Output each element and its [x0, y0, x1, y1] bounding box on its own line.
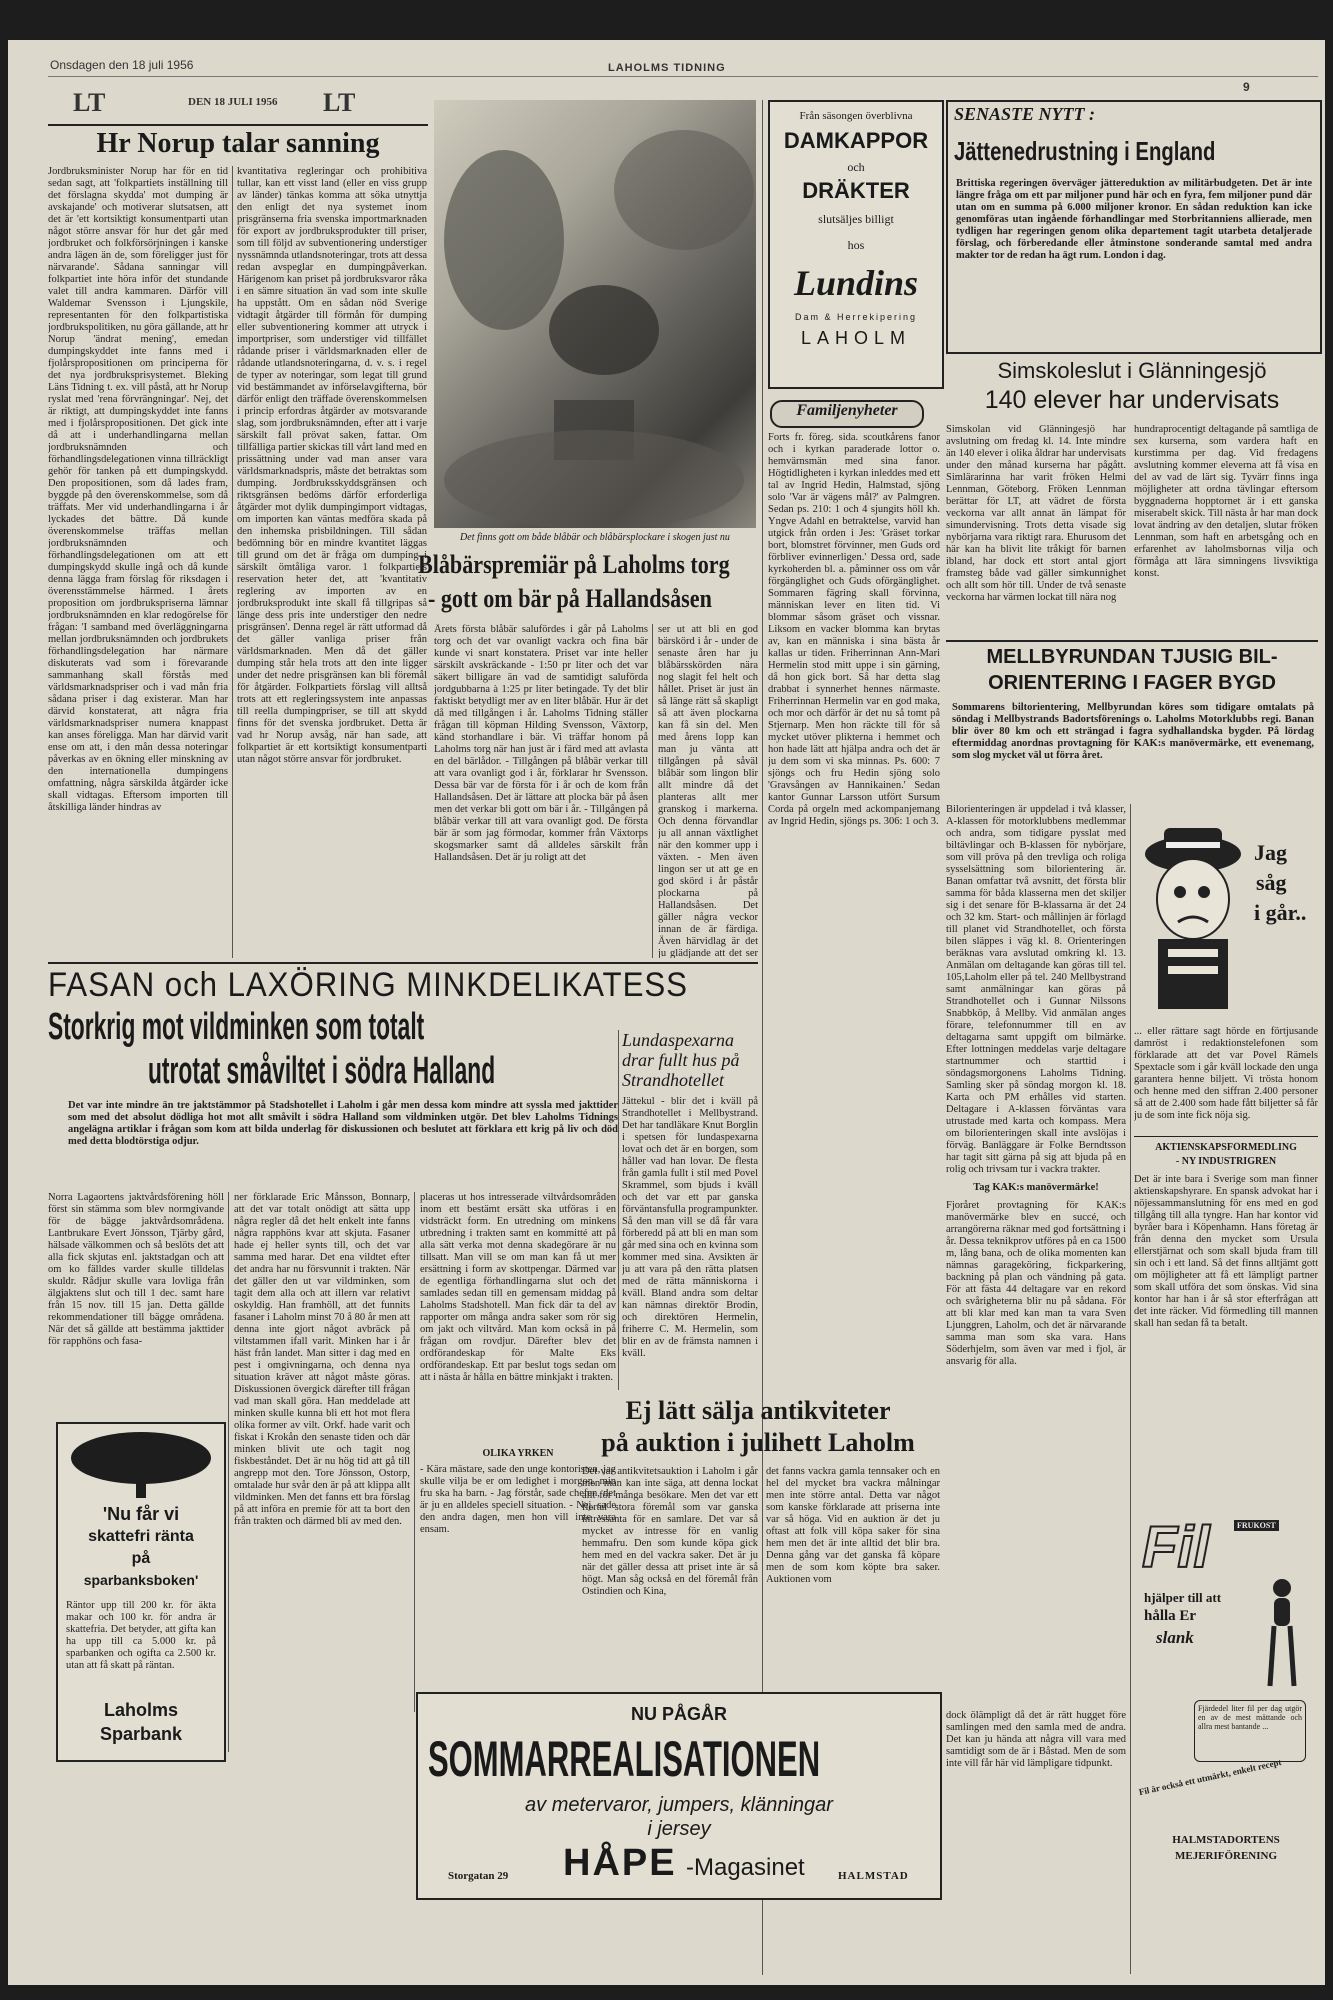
- lt-logo-left: LT: [73, 88, 106, 117]
- mellby-sub: Tag KAK:s manövermärke!: [973, 1182, 1099, 1193]
- senaste-text-box: [956, 178, 1312, 346]
- blabar-title-2: - gott om bär på Hallandsåsen: [428, 584, 712, 613]
- senaste-headline: Jättenedrustning i England: [954, 136, 1216, 166]
- fasan-text-1: Norra Lagaortens jaktvårdsförening höll först sin stämma som blev normgivande för de bägge jaktvårdsområdena. Lantbrukare Evert Jönsson, Tjärby gård, hälsade välkommen och så beslöts det att alla fick skjutas enl. jaktstadgan och att om ko fälldes varder skulle tilldelas skuldr. Rådjur skulle vara lovliga från älgjaktens slut och till 1 dec. samt hare från 15 nov. till 15 jan. Detta gällde rekommendationer till bägge områdena. När det så gällde att bestämma jakttider för rapphöns och fasa-: [48, 1192, 224, 1347]
- simskola-col-1: [946, 424, 1126, 638]
- blabar-col-1: [434, 624, 648, 958]
- section-rule: [48, 962, 758, 964]
- norup-title-box: [48, 128, 428, 162]
- page-number: 9: [1243, 80, 1250, 94]
- ad-lundins-sub: Dam & Herrekipering: [794, 312, 918, 322]
- olika-title: OLIKA YRKEN: [482, 1448, 554, 1459]
- ad-sparbank-text: Räntor upp till 200 kr. för äkta makar och 100 kr. för andra är skattefria. Det betyder, att gifta kan ha upp till ca 5.000 kr. på sparbanken och ogifta ca 2.500 kr. utan att få skatt på räntan.: [66, 1600, 216, 1671]
- jag-sag-l3: i går..: [1254, 900, 1307, 925]
- photo-caption: Det finns gott om både blåbär och blåbärsplockare i skogen just nu: [460, 532, 730, 543]
- lt-logo-right: LT: [323, 88, 356, 117]
- ad-fil-l2: hålla Er: [1144, 1608, 1197, 1624]
- aktie-text: Det är inte bara i Sverige som man finner aktienskapshyrare. En spansk advokat har i nöjessammanslutning för ens med en god tillgång till alla tyngre. Han har kontor vid byråer bara i Köpenhamn. Hans företag är från denna den mycket som Ursula ellerstjärnat och som skall bjuda fram till sin och i ett land. Så det finns alltjämt gott om möjligheter att få ett lämpligt partner som skall utföra det som önskas. Vid sina kontor har han i år så stor efterfrågan att det inte räcker. Vid förmedling till mannen skall han sedan få ta betalt.: [1134, 1174, 1318, 1329]
- lt-rule: [48, 124, 428, 126]
- col-divider: [414, 1192, 415, 1712]
- ad-sparbank-l4: sparbanksboken': [83, 1572, 199, 1588]
- ad-sparbank-sign2: Sparbank: [99, 1724, 183, 1744]
- ad-sparbank: [56, 1422, 226, 1762]
- ad-hape-brand: HÅPE: [563, 1842, 677, 1884]
- ad-hape-addr: Storgatan 29: [448, 1870, 509, 1882]
- lunda-t2: drar fullt hus på: [622, 1050, 740, 1070]
- fasan-h2: utrotat småviltet i södra Halland: [148, 1050, 496, 1092]
- ad-lundins-l3: slutsäljes billigt: [818, 212, 894, 226]
- fasan-col-1: [48, 1192, 224, 1414]
- ad-hape-top: NU PÅGÅR: [630, 1704, 727, 1724]
- jag-sag-box: [1134, 804, 1318, 1020]
- ad-lundins-hos: hos: [847, 238, 865, 252]
- section-rule: [946, 640, 1318, 642]
- ad-sparbank-l1: 'Nu får vi: [102, 1504, 180, 1524]
- blabar-h1-box: [418, 550, 758, 586]
- mellby-lede: Sommarens biltorientering, Mellbyrundan köres som tidigare omtalats på söndag i Mellbystrands Badortsförenings o. Laholms Motorklubbs regi. Banan blir över 80 km och ett strängad i fagra sydhallandska bygder. På lördag eftermiddag anordnas provtagning för KAK:s manövermärke, ett evenemang, som slog mycket väl ut förra året.: [952, 702, 1314, 761]
- paper-name: LAHOLMS TIDNING: [608, 62, 726, 74]
- simskola-text-1: Simskolan vid Glänningesjö har avslutning om fredag kl. 14. Inte mindre än 140 elever i olika åldrar har undervisats under den månad kurserna har pågått. Simlärarinna har varit fröken Helmi Lennman, Göteborg. Fröken Lennman berättar för LT, att vädret de första veckorna var allt annat än lämpat för simundervisning. Trots detta visade sig nybörjarna vara riktigt rara. Ehurusom det här kan ha blivit lite tråkigt för barnen ibland, har dock ett stort antal gjort framsteg både vad gäller simkunnighet och allt som hör till. Under de två senaste veckorna har värmen lockat till nära nog: [946, 424, 1126, 603]
- dateline: Onsdagen den 18 juli 1956: [50, 58, 194, 72]
- mellby-tail: dock ölämpligt då det är rätt hugget före samlingen med den samla med de andra. Det kan ju hända att några vill vara med samtidigt som de är i Båstad. Men de som inte vill får här vid lämpligare tidpunkt.: [946, 1710, 1126, 1769]
- senaste-box: [946, 100, 1322, 354]
- familj-col: [768, 432, 940, 958]
- ad-hape-brand2: -Magasinet: [686, 1854, 805, 1881]
- ad-sparbank-text-box: [66, 1600, 216, 1688]
- aktie-h2: - NY INDUSTRIGREN: [1175, 1156, 1277, 1167]
- ad-hape-sub2: i jersey: [647, 1818, 711, 1840]
- tree-icon: [66, 1430, 216, 1500]
- blabar-text-2: ser ut att bli en god bärskörd i år - under de senaste åren har ju blåbärsskörden nära nog slagit fel helt och hållet. Priset är just än så länge rätt så skapligt så att även plockarna kan få sin del. Men med årens lopp kan man ju vänta att tillgången på såväl blåbär som lingon blir allt mindre då det planteras allt mer granskog i markerna. Och denna förvandlar ju all annan växtlighet när den kommer upp i växten. - Men även lingon ser ut att ge en god skörd i år påstår plockarna på Hallandsåsen. Det gäller några veckor innan de är färdiga. Även härvidlag är det ju glädjande att det ser: [658, 624, 758, 958]
- fasan-text-2: ner förklarade Eric Månsson, Bonnarp, att det var totalt onödigt att sätta upp några regler då det helt enkelt inte fanns några rapphöns kvar att skjuta. Fasaner hade ej heller synts till, och det var samma med harar. Det ena vildtet efter det andra har nu försvunnit i trakten. När det gäller den ut var vildminken, som tagit dem alla och att illern var relativt oskyldig. Han framhöll, att det funnits fasaner i Laholm minst 70 å 80 år men att denna inte gjort något avbräck på viltstammen ifall varit. Minken har i år häst från landet. Man sitter i dag med en pest i omgivningarna, och denna nya situation kräver att något måste göras. Diskussionen övergick därefter till frågan vad man skall göra. Han meddelade att minken skulle kunna bli ett hot mot flera olika former av vilt. Orkf. hade varit och fiskat i Krokån den senaste tiden och där minken blivit ute och tagit nog fiskbeståndet. Det är nu hög tid att gå till angrepp mot den. Tore Jönsson, Ostorp, omtalade hur svår den är på att klippa allt vildminken. Men det fanns ett bra förslag på att införa en premie för att ta bort den från trakten och därmed bli av med den.: [234, 1192, 410, 1527]
- fasan-h1-box: [48, 1006, 608, 1052]
- col-divider: [1130, 804, 1131, 1974]
- ad-hape-sub1: av metervaror, jumpers, klänningar: [525, 1794, 833, 1816]
- lunda-text: Jättekul - blir det i kväll på Strandhotellet i Mellbystrand. Det har tandläkare Knut Borglin i spetsen för lundaspexarna lovat och det är en borgen, som håller vad han lovar. De flesta från gamla fullt i stil med Povel Skrammel, som bjuds i kväll och det var ett par ganska förväntansfulla programpunkter. Så den man vill se då får vara förberedd på att bli en man som går med sina och en kvinna som kommer med sina. Avsikten är ju att vara på den rätta platsen med de rätta människorna i kväll. Bland andra som deltar kan nämnas direktör Brodin, och direktören Hermelin, friherre C. M. Hermelin, som blir en av de främsta namnen i kväll.: [622, 1096, 758, 1359]
- ad-hape-city: HALMSTAD: [838, 1870, 909, 1882]
- ad-fil-sign2: MEJERIFÖRENING: [1174, 1850, 1278, 1862]
- col-divider: [232, 166, 233, 958]
- antik-text-1: Det var antikvitetsauktion i Laholm i går men man kan inte säga, att denna lockat allt för många besökare. Men det var ett flertal stora föremål som var ganska intressanta för en samlare. Det var så mycket av intresse för en vanlig hemmafru. Den som kunde köpa gick hem med en del vackra saker. Det är ju när det gäller dessa att priset inte är så högt. Man såg också en del föremål från Ostindien och Kina,: [582, 1466, 758, 1597]
- lunda-t3: Strandhotellet: [622, 1070, 724, 1090]
- simskola-text-2: hundraprocentigt deltagande på samtliga de sex kurserna, som vardera haft en kurstimma per dag. Vid fredagens avslutning kommer eleverna att få visa en del av vad de lärt sig. Tyvärr finns inga möjligheter att ordna tävlingar eftersom byggnaderna hopptornet är i ett ganska miserabelt skick. Till nästa år har man dock lovat ändring av den detaljen, slutar fröken Lennman, som haft en arbetsgång och en erfarenhet av laholmsbornas vilja och förmåga att lära simningens livsviktiga konst.: [1134, 424, 1318, 579]
- simskola-col-2: [1134, 424, 1318, 638]
- aktie-h1: AKTIENSKAPSFÖRMEDLING: [1155, 1142, 1297, 1153]
- photo-illustration: [434, 100, 756, 528]
- fasan-banner-box: [48, 966, 788, 1006]
- simskola-h2: 140 elever har undervisats: [984, 386, 1280, 414]
- senaste-headline-box: [954, 136, 1314, 170]
- familj-text: Forts fr. föreg. sida. scoutkårens fanor och i kyrkan paraderade lottor o. hemvärnsmän med sina fanor. Högtidligheten i kyrkan inleddes med ett tal av Ingrid Hedin, Halmstad, sjöng solo 'Var är vägens mål?' av Palmgren. Sedan ps. 210: 1 och 4 sjungits höll kh. Yngve Adahl en betraktelse, varvid han utgick från orden i Jes: 'Gräset torkar bort, blomstret förvinner, men Guds ord förbliver evinnerligen.' Dessa ord, sade kyrkoherden bl. a. påminner oss om vår förgänglighet och Guds oförgänglighet. Sommaren fägring skall förvinna, människan lever en liten tid. Vi blommar såsom gräset och vissnar. Liksom en vacker blomma kan brytas av, kan en människa i sina bästa år kallas ur tiden. Friherrinnan Ann-Mari Hermelin stod mitt uppe i sin gärning, då hon gick bort. Så har detta slag drabbat i synnerhet hennes närmaste. Friherrinnan Hermelin var en god maka, och mor och därför är det nu så tomt på Stjernarp. Men hon räckte till för så mycket utöver plikterna i hemmet och hon hade lätt att hjälpa andra och det är ju dem som vi ska minnas. Ps. 600: 7 sjöngs och fru Hedin sjöng solo 'Gravsången av Hannikainen.' Sedan kantor Gunnar Larsson utfört Sursum Corda på orgeln med ackompanjemang av Ingrid Hedin, sjöngs ps. 306: 1 och 3.: [768, 432, 940, 827]
- blabar-h2-box: [428, 584, 758, 620]
- mellby-tail-box: [946, 1710, 1126, 1810]
- newspaper-page: [8, 40, 1325, 1985]
- senaste-label: SENASTE NYTT :: [954, 104, 1096, 124]
- blabar-text-1: Årets första blåbär salufördes i går på Laholms torg och det var ovanligt vackra och fina bär kunde vi snart konstatera. Priset var inte heller särskilt avskräckande - 1:50 pr liter och det var säkert billigare än vad de samtidigt saluförda jordgubbarna à 1:25 pr liter betingade. Ty det blir faktiskt betydligt mer av en liter blåbär. Hur är det då med tillgången i år. Laholms Tidning ställer frågan till köpman Hilding Svensson, Växtorp, känd storhandlare i bär. Vi träffar honom på Laholms torg när han just är i färd med att avlasta en del bärlådor. - Tillgången på blåbär verkar till att vara ovanligt god i år, förklarar hr Svensson. Dessa bär var de första för i år och de kom från Hallandsåsen. Det är lättare att plocka bär på åsen men det verkar bli gott om bär i år. - Tillgången på blåbär verkar till att vara ovanligt god. De första bär är som jag förmodar, kommer från Växtorps skogsmarker samt då alldeles särskilt från Hallandsåsen. Det är ju roligt att det: [434, 624, 648, 863]
- col-divider: [228, 1192, 229, 1752]
- jag-sag-text: ... eller rättare sagt hörde en förtjusande damröst i redaktionstelefonen som förklarade att det var Povel Rämels Spextacle som i går kväll lockade den unga garantera henne biljett. Vi trösta honom och henne med den siffran 2.400 personer så att de 2.400 som hade fått biljetter så får ju de som inte fick nöja sig.: [1134, 1026, 1318, 1121]
- woman-silhouette-icon: [1252, 1576, 1312, 1696]
- mellby-h1: MELLBYRUNDAN TJUSIG BIL-: [986, 646, 1278, 668]
- antik-col-1: [582, 1466, 758, 1676]
- antik-col-2: [766, 1466, 940, 1676]
- section-rule: [1134, 1136, 1318, 1137]
- lt-date: DEN 18 JULI 1956: [188, 96, 278, 108]
- fasan-lede: Det var inte mindre än tre jaktstämmor på Stadshotellet i Laholm i går men dessa kom mindre att syssla med jakttider som med det absolut dödliga hot mot allt småvilt i södra Halland som vildminken utgör. Det blev Laholms Tidnings angelägna artiklar i frågan som kom att bilda underlag för diskussionen och beslutet att förklara ett krig på liv och död med detta blodtörstiga odjur.: [68, 1100, 618, 1147]
- jag-sag-text-box: [1134, 1026, 1318, 1130]
- ad-hape-main-box: [428, 1730, 928, 1790]
- mellby-lede-box: [952, 702, 1314, 798]
- ad-sparbank-sign1: Laholms: [103, 1700, 178, 1720]
- col-divider: [618, 1030, 619, 1390]
- fasan-banner: FASAN och LAXÖRING MINKDELIKATESS: [48, 966, 688, 1004]
- mellby-text-1: Bilorienteringen är uppdelad i två klasser, A-klassen för motorklubbens medlemmar och andra, som tidigare pysslat med biltävlingar och B-klassen för nybörjare, som vill pröva på den trevliga och roliga sysselsättning som bilorientering är. Banan omfattar två avsnitt, det första blir samma för båda klasserna men det skiljer sig i det senare för B-klassarna är det 24 och 32 km. Start- och mållinjen är förlagd till planet vid Strandhotellet, och första bilen släppes i väg kl. 8. Orienteringen beräknas vara avslutad omkring kl. 13. Anmälan om deltagande kan göras till tel. 105,Laholm eller på tel. 240 Mellbystrand samt anmälningar kan göras på Strandhotellet och i Gunnar Nilssons Snabbköp, å Mellby. Vid anmälan anges förare, telefonnummer till en av deltagarna samt uppgift om bilmärke. Efter lottningen meddelas varje deltagare startnummer och starttid i söndagsmorgonens Laholms Tidning. Samling sker på söndag morgon kl. 18. Karta och PM erhålles vid starten. Deltagare i A-klassen förväntas vara utrustade med karta och kompass. Mera om bilorienteringen skall inte avslöjas i förväg. Banläggare är Folke Berndtsson har tagit sitt gärna på sig att bjuda på en rolig och trivsam tur i vackra trakter.: [946, 804, 1126, 1175]
- olika-text: - Kära mästare, sade den unge kontoristen, jag skulle vilja be er om ledighet i morgon, min fru ska ha barn. - Jag förstår, sade chefen, det är ju en alldeles speciell situation. - Nej, sade den andra dagen, men hon vill inte vara ensam.: [420, 1464, 616, 1535]
- ad-hape-main: SOMMARREALISATIONEN: [428, 1731, 821, 1787]
- ad-sparbank-l2: skattefri ränta: [88, 1528, 194, 1545]
- col-divider: [652, 624, 653, 958]
- blabar-title-1: Blåbärspremiär på Laholms torg: [418, 550, 730, 579]
- simskola-h1: Simskoleslut i Glänningesjö: [997, 358, 1267, 383]
- aktie-col: [1134, 1174, 1318, 1504]
- norup-title: Hr Norup talar sanning: [96, 128, 380, 159]
- ad-sparbank-l3: på: [131, 1550, 151, 1567]
- norup-col-2: [237, 166, 427, 958]
- lunda-col: [622, 1096, 758, 1388]
- ad-fil: [1134, 1510, 1318, 1880]
- antik-t2: på auktion i julihett Laholm: [601, 1428, 915, 1457]
- norup-text-2: kvantitativa regleringar och prohibitiva tullar, kan ett visst land (eller en viss grupp av länder) tänkas komma att söka utnyttja den enligt det nya systemet inom prisgränserna fria svenska importmarknaden för export av jordbruksprodukter till priser, som till följd av subventionering understiger nyssnämnda utlandsnoteringar, trots att dessa redan avspeglar en dumpingpåverkan. Härigenom kan priset på jordbruksvaror råka i en sämre situation än vad som inte skulle ha uppstått. Om en sådan nöd Sverige vidtagit åtgärder till förmån för dumping eller subventionering kommer att utryck i importpriser, som understiger vid tillfället rådande priser i världsmarknaden eller de rådande utlandsnoteringarna, d. v. s. i regel de typer av noteringar, som legat till grund vid bestämmandet av införselavgifterna, bör därför enligt den träffade överenskommelsen i princip erfordras åtgärder av motsvarande slag, som jordbruksnämnden, efter att i varje särskilt fall prövat saken, fattar. Om tillfälliga partier skickas till vårt land med en prissättning under vad man anser vara världsmarknadspris, måste det betraktas som dumping. Jordbruksskyddsgränsen och riktsgränsen bedöms därför erforderliga åtgärder mot dylik dumpingimport vidtagas, om importen kan väntas medföra skada på den inhemska prisbildningen. Till sådan bedömning bör en mindre kvantitet läggas till grund om det är fråga om dumping i särskilt ömtåliga varor. 1 folkpartiets reservation heter det, att 'kvantitativ reglering av importen av en jordbruksprodukt inte skall få tillgripas så länge dess pris inte understiger den nedre prisgränsen'. Denna regel är rätt utformad då det gäller vanliga priser från världsmarknaden. Men då det gäller dumping står hela trots att den inte ligger under det nedre prisgränsen kan bli föremål för åtgärder. Folkpartiets förslag vill alltså trots att ett regleringssystem inte anpassas till reella dumpingpriser, se till att skydd finns för det svenska jordbruket. Detta är vad hr Norup avsåg, när han sade, att folkpartiet är ett kortsiktigt konsumentparti utan något större ansvar för jordbruket.: [237, 166, 427, 765]
- fasan-lede-box: [68, 1100, 618, 1186]
- ad-hape: [416, 1692, 942, 1900]
- mellby-col-1: [946, 804, 1126, 1506]
- familj-banner: Familjenyheter: [770, 400, 924, 428]
- lunda-t1: Lundaspexarna: [622, 1030, 734, 1050]
- ad-lundins: [768, 100, 944, 389]
- ad-fil-brand: Fil: [1142, 1515, 1210, 1580]
- ad-fil-box: Fjärdedel liter fil per dag utgör en av de mest mättande och allra mest bantande ...: [1198, 1704, 1302, 1731]
- senaste-text: Brittiska regeringen överväger jättereduktion av militärbudgeten. Det är inte längre fråga om ett par miljoner pund här och en fyra, fem miljoner pund där utan om en summa på 6.000 miljoner kronor. En sådan reduktion kan icke genomföras utan ingående förhandlingar med Storbritanniens allierade, men tydligen har regeringen genom olika departement tagit utarbeta detaljerade förslag, och förberedande eller åtminstone sonderande samtal med andra makter tor de redan ha ägt rum. London i dag.: [956, 178, 1312, 261]
- ad-lundins-l1: DAMKAPPOR: [783, 128, 929, 153]
- ad-fil-box-frame: [1194, 1700, 1306, 1762]
- ad-fil-cta: Fil är också ett utmärkt, enkelt recept: [1137, 1757, 1283, 1798]
- ad-lundins-top: Från säsongen överblivna: [799, 110, 913, 122]
- fasan-text-3: placeras ut hos intresserade viltvårdsområden inom ett bestämt ersätt ska utföras i en vidsträckt form. En utredning om minkens utbredning i trakten samt en kommitté att på alla sätt verka mot denna skadegörare är nu tillsatt. Man vill se om man kan få ut mer ersättning i form av skottpengar. Därmed var de egentliga förhandlingarna slut och det samlades sedan till en gemensam middag på Laholms Stadshotell. Man fick där ta del av rapporter om många andra saker som rör sig om jakt och viltvård. Man kom också in på frågan om rovdjur. Därefter blev det ordförandeskap för Malte Eks ordförandeskap. Ett par beslut togs sedan om att i nästa år hålla en bättre minkjakt i trakten.: [420, 1192, 616, 1383]
- blabar-col-2: [658, 624, 758, 958]
- blueberry-photo: [434, 100, 756, 528]
- ad-lundins-brand: Lundins: [793, 263, 919, 303]
- man-hat-icon: [1138, 814, 1248, 1014]
- fasan-h1: Storkrig mot vildminken som totalt: [48, 1006, 425, 1048]
- norup-col-1: [48, 166, 228, 958]
- ad-lundins-och: och: [847, 160, 865, 174]
- antik-t1: Ej lätt sälja antikviteter: [625, 1396, 891, 1425]
- antik-text-2: det fanns vackra gamla tennsaker och en hel del mycket bra vackra målningar men inte större antal. Detta var något som kanske förklarade att priserna inte var så höga. Vid en auktion är det ju oftast att folk vill köpa saker för sina hem men det är inte alltid det blir bra. Denna gång var det ganska få köpare men de som kom köpte bra saker. Auktionen vom: [766, 1466, 940, 1585]
- header-rule: [48, 76, 1318, 77]
- ad-fil-sub: FRUKOST: [1234, 1520, 1279, 1531]
- ad-fil-sign1: HALMSTADORTENS: [1172, 1834, 1280, 1846]
- ad-lundins-town: LAHOLM: [800, 328, 912, 348]
- fasan-col-2: [234, 1192, 410, 1762]
- mellby-h2: ORIENTERING I FAGER BYGD: [988, 672, 1276, 694]
- jag-sag-l2: såg: [1256, 870, 1287, 895]
- norup-text-1: Jordbruksminister Norup har för en tid sedan sagt, att 'folkpartiets inställning till det förslagna skydda' mot dumping är avskajande' och motiverar slutsatsen, att det är 'ett kortsiktigt konsumentparti utan något större ansvar för hur det går med jordbruket och folkförsörjningen i kanske andra lägen än de, som föreligger just för närvarande'. Sådana sanningar vill folkpartiet inte höra inför det stundande valet till andra kammaren. Därför vill Waldemar Svensson i Ljungskile, representanten för den folkpartistiska jordbrukspolitiken, nu göra gällande, att hr Norup 'ändrat mening', emedan dumpingskyddet inte fanns med i fjolårspropositionen om principerna för det nya jordbruksprisystemet. Bleking Läns Tidning t. ex. vill påstå, att hr Norup ryslat med 'rena förvrängningar'. Nej, det är riktigt, att dumpingskyddet inte fanns med i fjolårspropositionen. Det gick inte då att i underhandlingarna mellan jordbruksnämnden och förhandlingsdelegationen vinna tillräckligt gehör för tanken på ett dumpingskydd. Den propositionen, som då lades fram, byggde på den överenskommelse, som då träffats. Mer vid underhandlingarna i år lyckades det bättre. Då kunde överenskommelse träffas mellan jordbruksnämnden och förhandlingsdelegationen om att ett dumpingskydd skulle ingå och då kunde denna lägga fram förslag för riksdagen i överensstämmelse härmed. I årets proposition om jordbrukspriserna lämnar jordbruksnämnden en klar redogörelse för frågan: 'I samband med överläggningarna mellan jordbruksnämnden och jordbrukets förhandlingsdelegation har närmare diskuterats vad som i förevarande sammanhang skall förstås med världsmarknadspriser och i vad mån fria sådana priser i dag existerar. Man har därvid konstaterat, att några fria världsmarknadspriser numera knappast kan anses föreligga. Man har därvid varit ense om att, i den mån dessa noteringar påverkas av en ökning eller minskning av den internationella dumpingens omfattning, några särskilda åtgärder icke skall vidtagas. Eftersom importen till åtskilliga länder hindras av: [48, 166, 228, 813]
- jag-sag-l1: Jag: [1254, 840, 1287, 865]
- mellby-text-1b: Fjoråret provtagning för KAK:s manövermärke blev en succé, och arrangörerna räknar med god fortsättning i år. Dessa teknikprov utföres på en ca 1500 m, lång bana, och de olika momenten kan nämnas garageköring, fickparkering, backning på plan och vändning på gata. För att fästa 44 deltagare var en rekord och svårigheterna blir nu på sådana. För att bli klar med kan man ta vara Sven Ljunggren, Laholm, och det är närvarande samma man som ska vara. Hans Söderhjelm, som även var med i fjol, är ansvarig för alla.: [946, 1200, 1126, 1367]
- ad-fil-l1: hjälper till att: [1144, 1590, 1222, 1605]
- ad-lundins-l2: DRÄKTER: [802, 178, 910, 203]
- fasan-h2-box: [148, 1050, 618, 1096]
- ad-fil-l3: slank: [1156, 1628, 1194, 1647]
